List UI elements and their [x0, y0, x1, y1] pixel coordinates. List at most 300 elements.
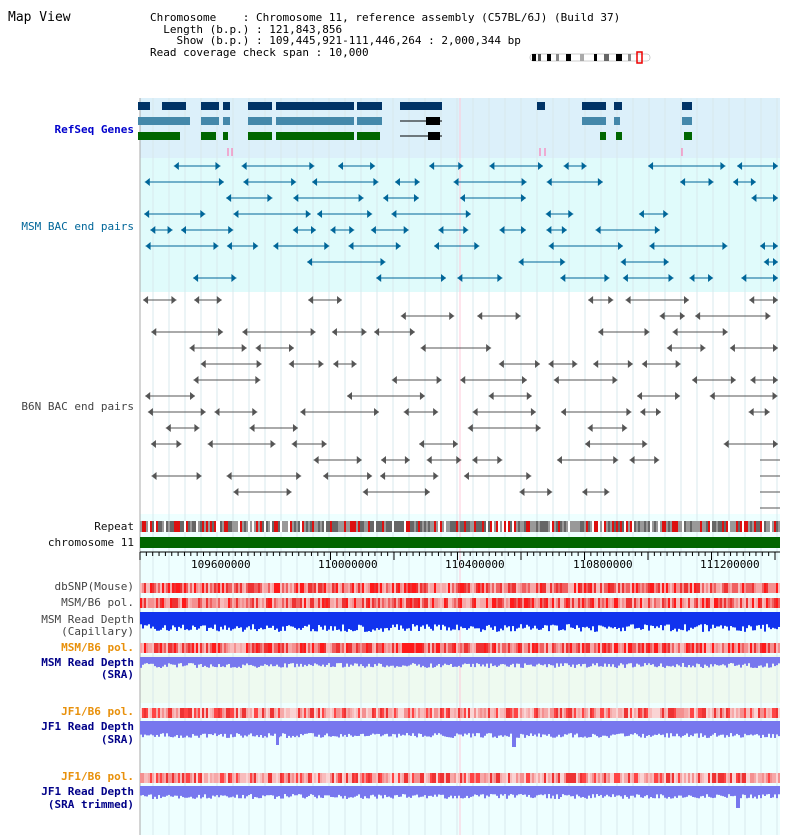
- heat-cell: [648, 583, 650, 593]
- heat-cell: [680, 708, 682, 718]
- heat-cell: [140, 583, 142, 593]
- heat-cell: [376, 598, 378, 608]
- heat-cell: [490, 773, 492, 783]
- heat-cell: [436, 773, 438, 783]
- depth-bar: [662, 657, 664, 667]
- depth-bar: [260, 721, 262, 735]
- depth-bar: [708, 612, 710, 631]
- depth-bar: [244, 786, 246, 798]
- chromosome-key: Chromosome: [150, 11, 217, 24]
- heat-cell: [440, 643, 442, 653]
- heat-cell: [616, 643, 618, 653]
- depth-bar: [712, 657, 714, 666]
- depth-bar: [432, 786, 434, 797]
- depth-bar: [530, 786, 532, 798]
- depth-bar: [712, 786, 714, 798]
- heat-cell: [318, 643, 320, 653]
- track-label-jf1-depth-trim[interactable]: JF1 Read Depth: [41, 785, 134, 798]
- depth-bar: [724, 657, 726, 665]
- repeat-block: [342, 521, 344, 532]
- depth-bar: [448, 612, 450, 627]
- heat-cell: [432, 583, 434, 593]
- heat-cell: [436, 643, 438, 653]
- heat-cell: [702, 583, 704, 593]
- depth-bar: [456, 612, 458, 625]
- depth-bar: [466, 612, 468, 630]
- heat-cell: [772, 598, 774, 608]
- depth-bar: [640, 612, 642, 630]
- depth-bar: [160, 721, 162, 734]
- heat-cell: [414, 598, 416, 608]
- depth-bar: [400, 657, 402, 667]
- depth-bar: [494, 721, 496, 737]
- heat-cell: [142, 583, 144, 593]
- repeat-block: [378, 521, 380, 532]
- heat-cell: [426, 598, 428, 608]
- depth-bar: [354, 721, 356, 736]
- repeat-block: [544, 521, 546, 532]
- depth-bar: [154, 657, 156, 666]
- repeat-block: [328, 521, 330, 532]
- depth-bar: [680, 721, 682, 737]
- heat-cell: [548, 708, 550, 718]
- heat-cell: [620, 643, 622, 653]
- track-label-msm-b6-pol-1[interactable]: MSM/B6 pol.: [61, 596, 134, 609]
- heat-cell: [432, 598, 434, 608]
- heat-cell: [144, 643, 146, 653]
- heat-cell: [426, 708, 428, 718]
- heat-cell: [666, 708, 668, 718]
- heat-cell: [348, 773, 350, 783]
- depth-bar: [770, 721, 772, 738]
- repeat-block: [546, 521, 548, 532]
- heat-cell: [412, 583, 414, 593]
- heat-cell: [366, 773, 368, 783]
- repeat-block: [688, 521, 690, 532]
- depth-bar: [544, 721, 546, 735]
- heat-cell: [144, 583, 146, 593]
- repeat-block: [586, 521, 588, 532]
- heat-cell: [222, 773, 224, 783]
- heat-cell: [504, 773, 506, 783]
- depth-bar: [300, 657, 302, 664]
- depth-bar: [578, 612, 580, 628]
- depth-bar: [186, 721, 188, 736]
- repeat-block: [770, 521, 772, 532]
- heat-cell: [516, 773, 518, 783]
- depth-bar: [772, 657, 774, 664]
- depth-bar: [766, 612, 768, 624]
- repeat-block: [658, 521, 660, 532]
- depth-bar: [360, 721, 362, 734]
- heat-cell: [760, 773, 762, 783]
- depth-bar: [394, 786, 396, 795]
- heat-cell: [204, 583, 206, 593]
- heat-cell: [334, 708, 336, 718]
- track-label-refseq[interactable]: RefSeq Genes: [54, 123, 134, 136]
- heat-cell: [146, 708, 148, 718]
- heat-cell: [212, 598, 214, 608]
- heat-cell: [758, 583, 760, 593]
- heat-cell: [516, 643, 518, 653]
- depth-bar: [282, 612, 284, 627]
- heat-cell: [542, 598, 544, 608]
- heat-cell: [208, 643, 210, 653]
- track-label-b6n-bac[interactable]: B6N BAC end pairs: [21, 400, 134, 413]
- heat-cell: [268, 708, 270, 718]
- depth-bar: [186, 786, 188, 798]
- depth-bar: [678, 657, 680, 665]
- heat-cell: [626, 708, 628, 718]
- depth-bar: [282, 786, 284, 799]
- heat-cell: [618, 643, 620, 653]
- depth-bar: [446, 721, 448, 737]
- gene-exon: [248, 132, 272, 140]
- repeat-block: [300, 521, 302, 532]
- repeat-block: [712, 521, 714, 532]
- repeat-block: [288, 521, 290, 532]
- repeat-block: [232, 521, 234, 532]
- chromosome-ideogram[interactable]: [530, 52, 650, 63]
- heat-cell: [614, 583, 616, 593]
- heat-cell: [694, 598, 696, 608]
- repeat-block: [702, 521, 704, 532]
- heat-cell: [478, 643, 480, 653]
- heat-cell: [220, 708, 222, 718]
- heat-cell: [604, 583, 606, 593]
- heat-cell: [664, 598, 666, 608]
- heat-cell: [314, 598, 316, 608]
- depth-bar: [622, 786, 624, 799]
- heat-cell: [586, 643, 588, 653]
- repeat-block: [258, 521, 260, 532]
- heat-cell: [378, 708, 380, 718]
- heat-cell: [380, 708, 382, 718]
- track-label-jf1-depth-sra[interactable]: JF1 Read Depth: [41, 720, 134, 733]
- repeat-block: [148, 521, 150, 532]
- gene-exon: [138, 132, 180, 140]
- heat-cell: [514, 708, 516, 718]
- repeat-block: [206, 521, 208, 532]
- heat-cell: [760, 598, 762, 608]
- heat-cell: [162, 583, 164, 593]
- depth-bar: [400, 721, 402, 736]
- heat-cell: [202, 643, 204, 653]
- heat-cell: [256, 773, 258, 783]
- depth-bar: [190, 657, 192, 663]
- depth-bar: [696, 612, 698, 626]
- depth-bar: [560, 657, 562, 663]
- depth-bar: [436, 786, 438, 797]
- heat-cell: [386, 773, 388, 783]
- heat-cell: [652, 773, 654, 783]
- heat-cell: [560, 583, 562, 593]
- depth-bar: [224, 657, 226, 667]
- depth-bar: [190, 786, 192, 797]
- heat-cell: [634, 598, 636, 608]
- heat-cell: [574, 598, 576, 608]
- repeat-block: [672, 521, 674, 532]
- depth-bar: [446, 612, 448, 630]
- heat-cell: [734, 643, 736, 653]
- heat-cell: [438, 773, 440, 783]
- heat-cell: [260, 708, 262, 718]
- heat-cell: [644, 773, 646, 783]
- heat-cell: [488, 643, 490, 653]
- depth-bar: [370, 612, 372, 632]
- heat-cell: [280, 708, 282, 718]
- depth-bar: [648, 786, 650, 798]
- heat-cell: [310, 598, 312, 608]
- depth-bar: [166, 612, 168, 630]
- depth-bar: [654, 657, 656, 667]
- heat-cell: [214, 583, 216, 593]
- depth-bar: [752, 657, 754, 668]
- depth-bar: [150, 657, 152, 664]
- depth-bar: [516, 612, 518, 629]
- heat-cell: [664, 773, 666, 783]
- depth-bar: [690, 721, 692, 735]
- heat-cell: [198, 773, 200, 783]
- ideogram-band: [556, 54, 559, 61]
- heat-cell: [324, 773, 326, 783]
- track-label-msm-depth-cap[interactable]: MSM Read Depth: [41, 613, 134, 626]
- depth-bar: [450, 612, 452, 631]
- heat-cell: [744, 583, 746, 593]
- heat-cell: [740, 773, 742, 783]
- depth-bar: [294, 657, 296, 667]
- heat-cell: [282, 643, 284, 653]
- depth-bar: [508, 721, 510, 737]
- heat-cell: [304, 708, 306, 718]
- heat-cell: [230, 708, 232, 718]
- heat-cell: [476, 708, 478, 718]
- heat-cell: [506, 708, 508, 718]
- heat-cell: [344, 643, 346, 653]
- depth-bar: [452, 657, 454, 667]
- depth-bar: [164, 786, 166, 797]
- heat-cell: [156, 643, 158, 653]
- depth-bar: [158, 612, 160, 631]
- heat-cell: [142, 773, 144, 783]
- heat-cell: [430, 708, 432, 718]
- repeat-block: [168, 521, 170, 532]
- heat-cell: [766, 583, 768, 593]
- depth-bar: [318, 721, 320, 735]
- repeat-block: [318, 521, 320, 532]
- repeat-block: [324, 521, 326, 532]
- heat-cell: [514, 773, 516, 783]
- depth-bar: [250, 612, 252, 630]
- track-label-jf1-b6-pol-1[interactable]: JF1/B6 pol.: [61, 705, 134, 718]
- heat-cell: [254, 773, 256, 783]
- heat-cell: [284, 643, 286, 653]
- heat-cell: [188, 583, 190, 593]
- heat-cell: [754, 773, 756, 783]
- depth-bar: [206, 786, 208, 798]
- repeat-block: [280, 521, 282, 532]
- depth-bar: [392, 721, 394, 734]
- repeat-block: [370, 521, 372, 532]
- repeat-block: [706, 521, 708, 532]
- heat-cell: [616, 773, 618, 783]
- depth-bar: [380, 657, 382, 664]
- depth-bar: [678, 786, 680, 796]
- span-key: Read coverage check span: [150, 45, 309, 59]
- heat-cell: [662, 773, 664, 783]
- heat-cell: [400, 708, 402, 718]
- depth-bar: [342, 786, 344, 799]
- depth-bar: [478, 786, 480, 796]
- heat-cell: [158, 708, 160, 718]
- heat-cell: [244, 708, 246, 718]
- depth-bar: [604, 786, 606, 796]
- track-label-msm-depth-sra[interactable]: MSM Read Depth: [41, 656, 134, 669]
- heat-cell: [174, 773, 176, 783]
- heat-cell: [228, 773, 230, 783]
- depth-bar: [776, 612, 778, 629]
- heat-cell: [712, 773, 714, 783]
- heat-cell: [524, 598, 526, 608]
- depth-bar: [154, 612, 156, 629]
- heat-cell: [700, 773, 702, 783]
- heat-cell: [424, 708, 426, 718]
- heat-cell: [644, 598, 646, 608]
- depth-bar: [544, 786, 546, 794]
- heat-cell: [406, 708, 408, 718]
- depth-bar: [162, 657, 164, 667]
- heat-cell: [274, 708, 276, 718]
- heat-cell: [258, 708, 260, 718]
- heat-cell: [588, 583, 590, 593]
- depth-bar: [600, 612, 602, 626]
- depth-bar: [170, 721, 172, 737]
- depth-bar: [720, 612, 722, 625]
- repeat-block: [498, 521, 500, 532]
- depth-bar: [618, 657, 620, 666]
- depth-bar: [210, 786, 212, 799]
- depth-bar: [638, 657, 640, 665]
- depth-bar: [140, 721, 142, 735]
- depth-bar: [754, 612, 756, 630]
- heat-cell: [472, 708, 474, 718]
- heat-cell: [228, 643, 230, 653]
- track-label-repeat[interactable]: Repeat: [94, 520, 134, 533]
- depth-bar: [630, 612, 632, 625]
- heat-cell: [650, 773, 652, 783]
- heat-cell: [266, 583, 268, 593]
- repeat-block: [766, 521, 768, 532]
- track-label-jf1-b6-pol-2[interactable]: JF1/B6 pol.: [61, 770, 134, 783]
- heat-cell: [226, 583, 228, 593]
- depth-bar: [142, 721, 144, 737]
- heat-cell: [700, 583, 702, 593]
- heat-cell: [278, 583, 280, 593]
- repeat-block: [500, 521, 502, 532]
- repeat-block: [744, 521, 746, 532]
- depth-bar: [298, 612, 300, 628]
- repeat-block: [322, 521, 324, 532]
- heat-cell: [552, 773, 554, 783]
- depth-bar: [660, 657, 662, 663]
- depth-bar: [318, 657, 320, 665]
- depth-bar: [722, 786, 724, 796]
- heat-cell: [188, 708, 190, 718]
- heat-cell: [750, 598, 752, 608]
- heat-cell: [752, 598, 754, 608]
- repeat-block: [618, 521, 620, 532]
- repeat-block: [504, 521, 506, 532]
- depth-bar: [456, 721, 458, 733]
- repeat-block: [452, 521, 454, 532]
- depth-bar: [396, 786, 398, 795]
- heat-cell: [460, 583, 462, 593]
- heat-cell: [312, 643, 314, 653]
- depth-bar: [740, 612, 742, 631]
- depth-bar: [528, 612, 530, 626]
- repeat-block: [362, 521, 364, 532]
- heat-cell: [458, 708, 460, 718]
- repeat-block: [496, 521, 498, 532]
- heat-cell: [462, 773, 464, 783]
- repeat-block: [250, 521, 252, 532]
- track-label-dbsnp[interactable]: dbSNP(Mouse): [54, 580, 134, 593]
- heat-cell: [292, 598, 294, 608]
- depth-bar: [298, 721, 300, 737]
- repeat-block: [368, 521, 370, 532]
- track-label-msm-bac[interactable]: MSM BAC end pairs: [21, 220, 134, 233]
- heat-cell: [602, 643, 604, 653]
- depth-bar: [398, 721, 400, 734]
- depth-bar: [336, 786, 338, 797]
- heat-cell: [464, 708, 466, 718]
- depth-bar: [580, 721, 582, 737]
- heat-cell: [488, 773, 490, 783]
- depth-bar: [410, 657, 412, 665]
- depth-bar: [408, 721, 410, 735]
- heat-cell: [630, 598, 632, 608]
- repeat-block: [540, 521, 542, 532]
- depth-bar: [242, 657, 244, 665]
- depth-bar: [388, 721, 390, 737]
- depth-bar: [666, 657, 668, 666]
- heat-cell: [732, 773, 734, 783]
- depth-bar: [410, 612, 412, 631]
- depth-bar: [726, 612, 728, 627]
- heat-cell: [360, 708, 362, 718]
- heat-cell: [180, 773, 182, 783]
- depth-bar: [642, 657, 644, 666]
- heat-cell: [622, 643, 624, 653]
- heat-cell: [690, 643, 692, 653]
- heat-cell: [330, 773, 332, 783]
- track-label-msm-b6-pol-2[interactable]: MSM/B6 pol.: [61, 641, 134, 654]
- depth-bar: [532, 786, 534, 798]
- heat-cell: [614, 598, 616, 608]
- heat-cell: [178, 708, 180, 718]
- heat-cell: [764, 773, 766, 783]
- depth-bar: [278, 786, 280, 796]
- gene-exon: [276, 132, 354, 140]
- heat-cell: [514, 598, 516, 608]
- depth-bar: [648, 612, 650, 631]
- heat-cell: [748, 598, 750, 608]
- info-panel: Chromosome : Chromosome 11, reference assembly (C57BL/6J) (Build 37) Length (b.p.) : 121,843,856 Show (b.p.) : 109,445,921-111,446,264 : 2,000,344 bp Read coverage check span : 10,000: [150, 11, 621, 59]
- depth-bar: [700, 721, 702, 733]
- heat-cell: [470, 708, 472, 718]
- heat-cell: [700, 708, 702, 718]
- heat-cell: [518, 598, 520, 608]
